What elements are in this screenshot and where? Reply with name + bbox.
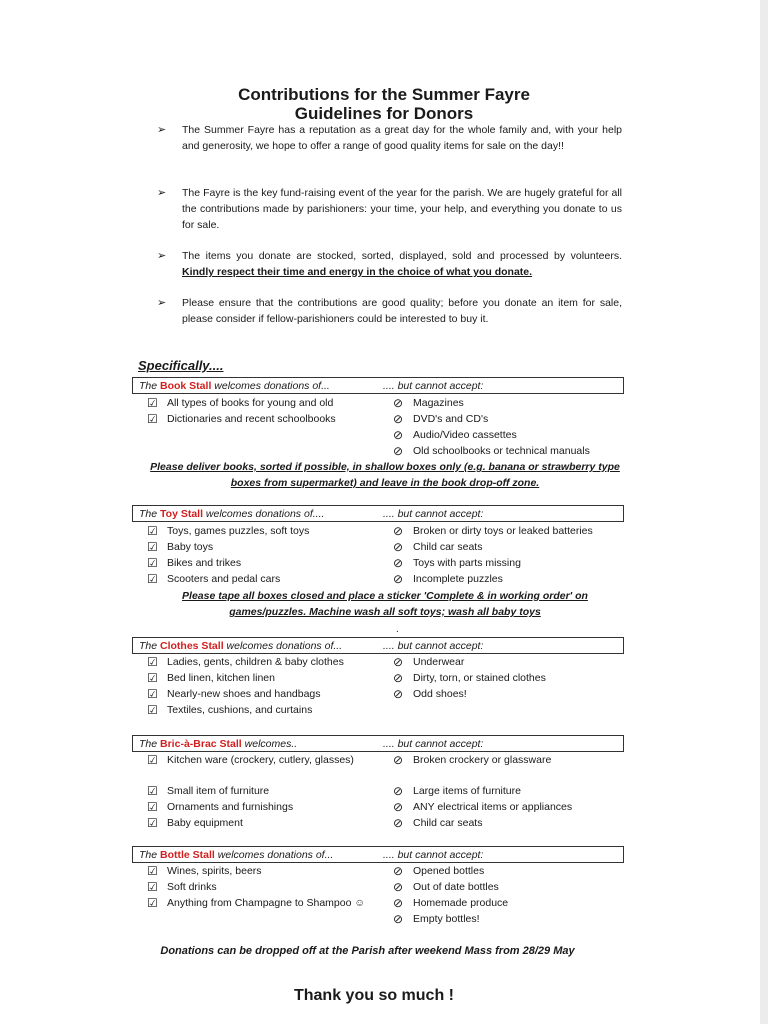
no-symbol-icon: ⊘ <box>393 444 404 458</box>
stray-dot: . <box>396 624 399 635</box>
checkbox-icon: ☑ <box>147 816 158 830</box>
no-symbol-icon: ⊘ <box>393 540 404 554</box>
checkbox-icon: ☑ <box>147 572 158 586</box>
stall-title: The Book Stall welcomes donations of... <box>139 380 330 392</box>
checkbox-icon: ☑ <box>147 540 158 554</box>
no-symbol-icon: ⊘ <box>393 412 404 426</box>
accept-item: ☑ Small item of furniture <box>147 784 270 798</box>
reject-item: ⊘ Dirty, torn, or stained clothes <box>393 671 546 685</box>
reject-item: ⊘ Audio/Video cassettes <box>393 428 517 442</box>
stall-header <box>132 377 624 394</box>
intro-3-text: The items you donate are stocked, sorted, displayed, sold and processed by volunteers. <box>182 250 622 262</box>
stall-header <box>132 505 624 522</box>
cannot-accept-label: .... but cannot accept: <box>383 380 484 392</box>
reject-item: ⊘ Magazines <box>393 396 464 410</box>
intro-3-emphasis: Kindly respect their time and energy in the choice of what you donate. <box>182 266 533 278</box>
reject-item: ⊘ Underwear <box>393 655 465 669</box>
no-symbol-icon: ⊘ <box>393 396 404 410</box>
checkbox-icon: ☑ <box>147 880 158 894</box>
intro-paragraph-2: ➢ The Fayre is the key fund-raising event of the year for the parish. We are hugely grateful for all the contributions made by parishioners: your time, your help, and everything you donate to us for sale. <box>157 187 622 231</box>
reject-item: ⊘ Incomplete puzzles <box>393 572 503 586</box>
stall-header <box>132 846 624 863</box>
stall-note: Please tape all boxes closed and place a sticker 'Complete & in working order' on games/puzzles. Machine wash all soft toys; wash all baby toys <box>182 590 588 618</box>
reject-item: ⊘ Child car seats <box>393 816 483 830</box>
accept-item: ☑ Bed linen, kitchen linen <box>147 671 275 685</box>
reject-item: ⊘ Large items of furniture <box>393 784 521 798</box>
reject-item: ⊘ Broken or dirty toys or leaked batteries <box>393 524 593 538</box>
no-symbol-icon: ⊘ <box>393 784 404 798</box>
checkbox-icon: ☑ <box>147 784 158 798</box>
accept-item: ☑ Soft drinks <box>147 880 217 894</box>
accept-item: ☑ All types of books for young and old <box>147 396 334 410</box>
checkbox-icon: ☑ <box>147 524 158 538</box>
accept-item: ☑ Baby equipment <box>147 816 243 830</box>
reject-item: ⊘ Homemade produce <box>393 896 509 910</box>
no-symbol-icon: ⊘ <box>393 556 404 570</box>
reject-item: ⊘ Odd shoes! <box>393 687 467 701</box>
cannot-accept-label: .... but cannot accept: <box>383 849 484 861</box>
cannot-accept-label: .... but cannot accept: <box>383 508 484 520</box>
arrow-bullet-icon: ➢ <box>157 297 167 309</box>
accept-item: ☑ Scooters and pedal cars <box>147 572 281 586</box>
page-edge <box>760 0 768 1024</box>
accept-item: ☑ Toys, games puzzles, soft toys <box>147 524 310 538</box>
no-symbol-icon: ⊘ <box>393 816 404 830</box>
reject-item: ⊘ DVD's and CD's <box>393 412 489 426</box>
specifically-heading: Specifically.... <box>138 358 224 373</box>
intro-paragraph-1: ➢ The Summer Fayre has a reputation as a great day for the whole family and, with your help and generosity, we hope to offer a range of good quality items for sale on the day!! <box>157 124 622 152</box>
reject-item: ⊘ Toys with parts missing <box>393 556 521 570</box>
no-symbol-icon: ⊘ <box>393 880 404 894</box>
reject-item: ⊘ Out of date bottles <box>393 880 499 894</box>
arrow-bullet-icon: ➢ <box>157 187 167 199</box>
thank-you: Thank you so much ! <box>293 987 454 1004</box>
no-symbol-icon: ⊘ <box>393 864 404 878</box>
accept-item: ☑ Bikes and trikes <box>147 556 242 570</box>
checkbox-icon: ☑ <box>147 671 158 685</box>
no-symbol-icon: ⊘ <box>393 572 404 586</box>
checkbox-icon: ☑ <box>147 896 158 910</box>
stall-name: Clothes Stall <box>160 640 224 652</box>
checkbox-icon: ☑ <box>147 753 158 767</box>
stall-name: Toy Stall <box>160 508 203 520</box>
checkbox-icon: ☑ <box>147 396 158 410</box>
no-symbol-icon: ⊘ <box>393 655 404 669</box>
intro-paragraph-4: ➢ Please ensure that the contributions are good quality; before you donate an item for sale, please consider if fellow-parishioners could be interested to buy it. <box>157 297 622 325</box>
donation-footer: Donations can be dropped off at the Parish after weekend Mass from 28/29 May <box>160 945 575 957</box>
stall-note: Please deliver books, sorted if possible, in shallow boxes only (e.g. banana or strawberry type boxes from supermarket) and leave in the book drop-off zone. <box>150 461 620 489</box>
accept-item: ☑ Wines, spirits, beers <box>147 864 262 878</box>
accept-item: ☑ Nearly-new shoes and handbags <box>147 687 321 701</box>
checkbox-icon: ☑ <box>147 687 158 701</box>
reject-item: ⊘ ANY electrical items or appliances <box>393 800 573 814</box>
cannot-accept-label: .... but cannot accept: <box>383 738 484 750</box>
stall-title: The Bottle Stall welcomes donations of... <box>139 849 334 861</box>
accept-item: ☑ Textiles, cushions, and curtains <box>147 703 313 717</box>
page-subtitle: Guidelines for Donors <box>294 104 474 123</box>
accept-item: ☑ Baby toys <box>147 540 214 554</box>
checkbox-icon: ☑ <box>147 412 158 426</box>
checkbox-icon: ☑ <box>147 864 158 878</box>
no-symbol-icon: ⊘ <box>393 428 404 442</box>
stall-title: The Bric-à-Brac Stall welcomes.. <box>139 738 298 750</box>
intro-paragraph-3 <box>157 248 622 280</box>
checkbox-icon: ☑ <box>147 703 158 717</box>
checkbox-icon: ☑ <box>147 556 158 570</box>
stall-name: Bric-à-Brac Stall <box>160 738 242 750</box>
cannot-accept-label: .... but cannot accept: <box>383 640 484 652</box>
reject-item: ⊘ Opened bottles <box>393 864 485 878</box>
reject-item: ⊘ Empty bottles! <box>393 912 480 926</box>
no-symbol-icon: ⊘ <box>393 753 404 767</box>
stall-title: The Clothes Stall welcomes donations of... <box>139 640 343 652</box>
arrow-bullet-icon: ➢ <box>157 124 167 136</box>
page-title: Contributions for the Summer Fayre <box>238 85 530 104</box>
no-symbol-icon: ⊘ <box>393 912 404 926</box>
checkbox-icon: ☑ <box>147 800 158 814</box>
accept-item: ☑ Ornaments and furnishings <box>147 800 294 814</box>
reject-item: ⊘ Child car seats <box>393 540 483 554</box>
stall-header <box>132 637 624 654</box>
stall-title: The Toy Stall welcomes donations of.... <box>139 508 325 520</box>
reject-item: ⊘ Old schoolbooks or technical manuals <box>393 444 590 458</box>
stall-name: Bottle Stall <box>160 849 215 861</box>
no-symbol-icon: ⊘ <box>393 671 404 685</box>
stall-name: Book Stall <box>160 380 212 392</box>
no-symbol-icon: ⊘ <box>393 800 404 814</box>
accept-item: ☑ Anything from Champagne to Shampoo ☺ <box>147 896 366 910</box>
accept-item: ☑ Dictionaries and recent schoolbooks <box>147 412 336 426</box>
no-symbol-icon: ⊘ <box>393 687 404 701</box>
checkbox-icon: ☑ <box>147 655 158 669</box>
no-symbol-icon: ⊘ <box>393 524 404 538</box>
no-symbol-icon: ⊘ <box>393 896 404 910</box>
accept-item: ☑ Ladies, gents, children & baby clothes <box>147 655 344 669</box>
reject-item: ⊘ Broken crockery or glassware <box>393 753 552 767</box>
stall-header <box>132 735 624 752</box>
arrow-bullet-icon: ➢ <box>157 250 167 262</box>
accept-item: ☑ Kitchen ware (crockery, cutlery, glasses) <box>147 753 354 767</box>
